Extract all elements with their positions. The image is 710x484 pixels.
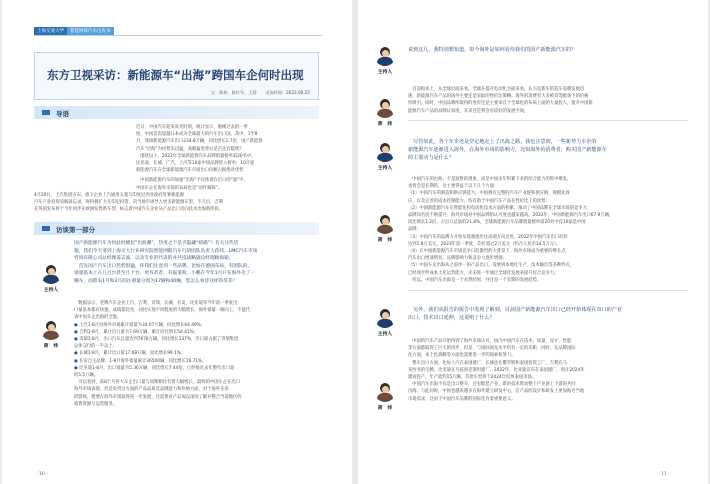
text-line: 出海。与此同时，中国也越来越多在海外建立研发中心，在产品的设计和研发上更加贴近当地 (408, 389, 585, 395)
list-item: ● 吉利1-8月，累计出口量为7.69万辆，累计同比增长54.41%； (74, 329, 199, 335)
text-line: 咨询有限公司总经理姜志波，以及专业的代表的并共技战略副总经理顾海迪。 (74, 256, 234, 262)
text-line: 中国车企在海外市场的布局也是“动作频频”。 (136, 185, 223, 191)
text-line: 中国汽车的出海，不是短暂的现象，而是中国多年积累下来的综合能力的集中爆发， (408, 177, 572, 182)
text-line: 汽车出口增速明显，品牌影响力和竞争力逐步增强； (408, 256, 507, 262)
guest-label: 蒋 炜 (377, 406, 393, 411)
article-title-box (34, 52, 319, 100)
text-line: 数据显示，老牌汽车企业上汽、吉利、奇瑞、长城、长安，比亚迪等今年前一季度出 (74, 301, 238, 306)
text-line: 首先国产汽车出口热势很猛，你我们注意到一些品牌，比如在德国布局，有团队的， (74, 263, 253, 269)
text-line: 中国汽车出海不仅是出口整车，还有配套产业，新的技术带动整个产业链上下游的共同 (408, 382, 576, 388)
host-question-1 (408, 46, 688, 54)
text-line: 达到1.8万美元，2023年第一季度，均价超过2万美元（约合人民币14.5万元）。 (408, 241, 561, 247)
guest-avatar (40, 318, 62, 340)
guide-paragraph-wide (34, 192, 319, 214)
guest-label: 蒋 炜 (43, 344, 59, 349)
list-item: ● 长安自主品牌，1-8月海外销量累计36500辆，同比增长16.71%； (74, 358, 207, 364)
header-publication: 上海交通大学 (34, 27, 67, 35)
guest-answer-1 (74, 300, 320, 408)
guest-avatar (374, 96, 396, 118)
host-avatar (374, 140, 396, 162)
page-number: - 10 - (36, 472, 48, 477)
text-line: 销量基本上在几百台甚至几十台。更有甚者，有报道称，小鹏在今年1月只在海外卖了一 (74, 271, 256, 277)
host-avatar-block (34, 262, 68, 293)
guide-paragraph (136, 124, 319, 192)
text-line: 化方面，本土化战略等方面也需要进一步的探索和努力。 (408, 353, 516, 359)
text-line: 题，我们今天请到上海交大行业研究院智能网联汽车行研团队负责人蒋炜。LMC汽车市场 (74, 248, 258, 254)
guest-answer-3 (408, 338, 688, 403)
section-guide-bar (34, 106, 319, 119)
text-line: 度，中国首次超越日本成为全球最大的汽车出口国，其中，1至8 (136, 132, 258, 138)
host-avatar (374, 44, 396, 66)
list-item: ● 奇瑞1-8月，出口汽车总量达到7678万辆，同比增长137%，出口量占据了奇瑞集团 (74, 337, 239, 343)
article-byline: 文：蒋炜、陈红军、王莉 采访时间：2023.08.22 (210, 90, 310, 95)
header-rule (34, 35, 322, 36)
text-line: 中国的汽车产品开始得到了海外市场认可，国内中国汽车在技术、质量、设计、性能 (408, 339, 572, 344)
text-line: 新能源汽车在全球新能源汽车市场出口份额占据绝对优势 (136, 168, 244, 174)
text-line: 4月20日，上汽集团宣布，旗下企业上汽通用五菱与印度尼西亚政府签署新能源 (34, 193, 184, 198)
host-avatar-block (368, 44, 402, 75)
text-line: 月，我国新能源汽车出口234.8万辆，同比增长1.7倍，国产新能源 (136, 139, 263, 145)
guest-avatar-block (368, 380, 402, 411)
host-label: 主持人 (377, 70, 393, 75)
section-marker (42, 226, 50, 231)
text-line: （2）中国新能源汽车在智能化和电动化技术方面的积累，推动了中国品牌在全球市场的竞争力， (408, 205, 592, 211)
text-line: 口量基本都有快速，成绩都比亮，同比实现不同程度的大幅增长，海外销量一路向上，不能代 (74, 308, 251, 314)
section-guide-label: 导语 (56, 110, 69, 118)
text-line: 市场需求，这对于中国汽车品牌的国际化有着重要意义。 (408, 396, 516, 402)
text-line: 的5.5万辆。 (74, 373, 99, 379)
section-interview-label: 访谈第一部分 (56, 226, 95, 234)
text-line: 销售资源与运营服务。 (74, 401, 117, 407)
guest-answer-1 (408, 86, 688, 115)
guest-avatar (374, 380, 396, 402)
text-line: 所吸引，同时，中国品牌所取得的进步还是主要来自于全球化的布局上面的大量投入，提升中国新 (408, 101, 593, 107)
text-line: 所以，中国汽车出海是一个必然结果，并且是一个长期的发展趋势。 (408, 277, 542, 283)
host-avatar-block (368, 140, 402, 171)
text-line: 来西亚的宝腾，比亚迪在乌兹别克斯坦建厂，2022年，比亚迪宣布在泰国建厂，预计2024年 (408, 367, 585, 373)
text-line: （1）中国汽车的制造和供应链能力，中国拥有完整的汽车产业链和供应链，规模化效 (408, 191, 570, 197)
section-interview-bar (34, 222, 319, 235)
divider (408, 290, 688, 291)
text-line: 海外市场表现，但是说到这方面的产品品质及品牌能力和价格方面，对于海外企业 (74, 387, 229, 393)
list-item: ● 上汽1-8月份海外市场累计销量为34.07万辆，同比增长64.49%； (74, 322, 206, 328)
right-page (358, 0, 708, 484)
left-page (2, 0, 352, 484)
host-avatar (374, 306, 396, 328)
text-line: 尽管如此，各个车企还是坚定地走上了出海之路。我也注意到，一些新势力车企的 (408, 139, 597, 145)
section-marker (42, 110, 50, 115)
text-line: 的影响，想要在海外市场取得进一步发展，还需要对产品加以深度了解并整合当前地区的 (74, 394, 242, 400)
guest-label: 蒋 炜 (377, 122, 393, 127)
text-line: 整车出口方面，比如上汽在泰国建厂，长城也在俄罗斯和泰国投资工厂，吉利在马 (408, 360, 567, 366)
text-line: 建成投产，年产能约15万辆，首批车型将于2024年投放泰国市场。 (408, 375, 537, 381)
text-line: 说到这儿，我特别想知道，如今海外是如何看待我们的国产新能源汽车的？ (408, 47, 577, 53)
text-line: 表中国车企出海的全貌。 (74, 315, 122, 321)
text-line: 能源汽车产品的品牌认知度，未来还是将会有较好的发展空间。 (408, 108, 529, 114)
text-line: 围绕以上，2022年全球新能源汽车品牌销量榜单前20名中， (136, 153, 256, 159)
text-line: 等方面都取得了巨大的进步，但是，与国际领先水平仍有一定的差距，同时，在品牌国际 (408, 346, 576, 352)
header-issue: 智能网联汽车白皮书 (67, 27, 114, 35)
guest-avatar-block (368, 212, 402, 243)
text-line: 出口，技术出口延伸，这说明了什么？ (408, 315, 495, 322)
guest-avatar-block (34, 318, 68, 349)
host-label: 主持人 (43, 288, 59, 293)
text-line: 同比增长1.2倍，占出口总量的21.8%，全球新能源汽车品牌销量榜单前20名中有10家是中国 (408, 220, 586, 226)
text-line: 应，以及完善的成本控制能力，均有助于中国汽车产品在性价比上的优势； (408, 198, 550, 204)
host-question-2 (408, 138, 688, 163)
list-item: ● 比亚迪1-8月，出口销量为5.36万辆，同比增长7.44倍，已经接近去年整年出口量 (74, 365, 235, 371)
text-line: 近日，中国汽车迎来高光时刻，统计显示，刚刚过去的一季 (136, 125, 248, 130)
text-line: 也将会是长期的，这主要得益于以下几个方面： (408, 184, 499, 190)
text-line: （3）中国汽车的品牌力开始从低端逐步往高端方向迈进，2022年中国汽车出口均价 (408, 234, 568, 240)
list-item: ● 长城1-8月，累计出口量17.68万辆，同比增长99.1%； (74, 351, 186, 357)
text-line: 品牌； (408, 227, 421, 233)
text-line: 速，新能源汽车产品的国外主要还是采取的性价比策略。海外的消费者大多被其等配备下的价格 (408, 94, 589, 100)
text-line: 已经逐步形成本土化运营能力，未来进一步通过全球化发展来提升综合竞争力。 (408, 270, 559, 276)
guest-label: 蒋 炜 (377, 238, 393, 243)
host-avatar-block (368, 306, 402, 337)
text-line: 国产新能源汽车为何此时掀起“出海潮”，热度之下是否隐藏“暗礁”？有关这些话 (74, 241, 239, 246)
text-line: 比亚迪、长城、广汽、上汽等10家中国品牌进入榜单，10月家 (136, 161, 255, 167)
text-line: 在英国发布将于今年同步在欧洲发售新车型，标志着中国汽车企业从产品出口迈向技术出海新阶段。 (34, 207, 224, 213)
page-number: - 11 - (658, 472, 670, 477)
text-line: 汽车“出海”为何势头迅猛，高歌猛进背后是否还有隐忧？ (136, 146, 244, 152)
text-line: 总体交付的一半以上； (74, 344, 117, 350)
guest-avatar (374, 212, 396, 234)
text-line: （4）在中国新能源汽车市场竞争日趋激烈的大背景下，海外市场成为重要的增长点， (408, 249, 570, 255)
host-question-1 (74, 240, 320, 286)
text-line: 新能源汽车逐渐进入海外，在海外市场的影响力，比如海外的消费者，购买国产新能源车 (408, 147, 607, 154)
text-line: 另外，我们从报告的报告中发现了解到，目前国产新能源汽车出口已经开始体现在出口的产业 (408, 307, 622, 313)
guest-avatar-block (368, 96, 402, 127)
article-title: 东方卫视采访：新能源车“出海”跨国车企何时出现 (47, 68, 304, 82)
text-line: 可以看到，前8个月各大车企出口量与同期相比有着大幅增长，最终的中国车企在出口 (74, 380, 241, 386)
host-question-3 (408, 306, 688, 322)
host-label: 主持人 (377, 332, 393, 337)
guest-answer-2 (408, 176, 688, 284)
host-label: 主持人 (377, 166, 393, 171)
text-line: 中国新能源汽车的加速“出海”不仅体现在出口的“量”中， (136, 178, 249, 184)
host-avatar (40, 262, 62, 284)
text-line: 辆车，而蔚来1月和2月的注册量分别为17辆和40辆，您怎么看待这样的反差？ (74, 278, 238, 284)
running-header (34, 27, 114, 35)
text-line: 目前根本上，从全球层面来看，全球在提升电动化方面来看，认为是新车的造车品牌发展迅 (408, 87, 585, 92)
text-line: （5）中国车企出海从之前单一的产品出口，发展到本地化生产、技术输出等多种形式， (408, 263, 575, 269)
text-line: 的主要动力是什么？ (408, 155, 454, 162)
text-line: 品牌知名度不断提升，海外市场对中国品牌的认可度也越来越高。2022年，中国新能源汽车出口67.9万辆， (408, 213, 614, 219)
text-line: 汽车产业投资谅解备忘录，将积极扩大在印尼投资，向当地市场导入更多新能源车型。不久后，吉利 (34, 200, 224, 206)
divider (408, 120, 688, 121)
